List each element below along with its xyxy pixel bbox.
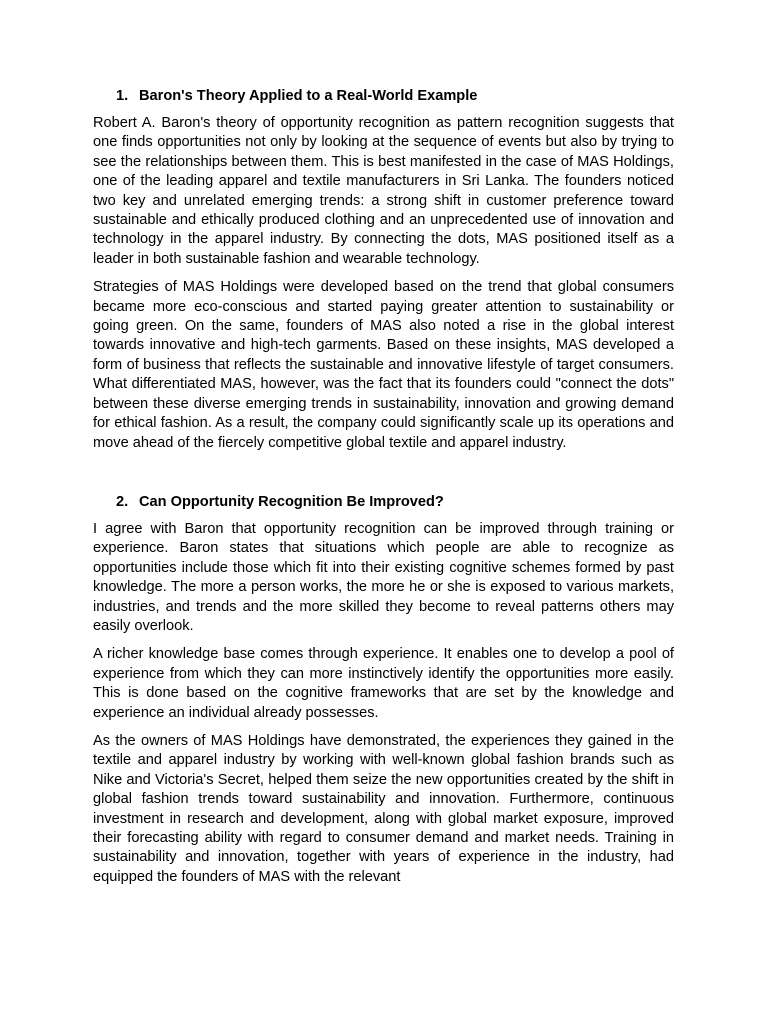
section-1-heading: [93, 86, 674, 106]
section-1-paragraph-2: Strategies of MAS Holdings were developed based on the trend that global consumers became more eco-conscious and started paying greater attention to sustainability or going green. On the same, founders of MAS also noted a rise in the global interest towards innovative and high-tech garments. Based on these insights, MAS developed a form of business that reflects the sustainable and innovative lifestyle of target consumers. What differentiated MAS, however, was the fact that its founders could "connect the dots" between these diverse emerging trends in sustainability, innovation and growing demand for ethical fashion. As a result, the company could significantly scale up its operations and move ahead of the fiercely competitive global textile and apparel industry.: [93, 279, 674, 451]
section-1-number: 1.: [116, 88, 129, 104]
section-2-heading: [93, 492, 674, 512]
section-2-paragraph-1: I agree with Baron that opportunity recognition can be improved through training or experience. Baron states that situations which people are able to recognize as opportunities include those which fit into their existing cognitive schemes formed by past knowledge. The more a person works, the more he or she is exposed to various markets, industries, and trends and the more skilled they become to reveal patterns others may easily overlook.: [93, 520, 674, 634]
section-1-title: Baron's Theory Applied to a Real-World Example: [139, 88, 478, 104]
section-1-paragraph-1: Robert A. Baron's theory of opportunity recognition as pattern recognition suggests that one finds opportunities not only by looking at the sequence of events but also by trying to see the relationships between them. This is best manifested in the case of MAS Holdings, one of the leading apparel and textile manufacturers in Sri Lanka. The founders noticed two key and unrelated emerging trends: a strong shift in customer preference toward sustainable and ethically produced clothing and an unprecedented use of innovation and technology in the apparel industry. By connecting the dots, MAS positioned itself as a leader in both sustainable fashion and wearable technology.: [93, 115, 674, 267]
section-2-paragraph-2: A richer knowledge base comes through experience. It enables one to develop a pool of experience from which they can more instinctively identify the opportunities more easily. This is done based on the cognitive frameworks that are set by the knowledge and experience an individual already possesses.: [93, 646, 674, 721]
document-page: [93, 86, 674, 896]
section-2-number: 2.: [116, 493, 129, 510]
section-2-title: Can Opportunity Recognition Be Improved?: [139, 493, 444, 510]
section-2-paragraph-3: As the owners of MAS Holdings have demonstrated, the experiences they gained in the textile and apparel industry by working with well-known global fashion brands such as Nike and Victoria's Secret, helped them seize the new opportunities created by the shift in global fashion trends toward sustainability and innovation. Furthermore, continuous investment in research and development, along with global market exposure, improved their forecasting ability with regard to consumer demand and market needs. Training in sustainability and innovation, together with years of experience in the industry, had equipped the founders of MAS with the relevant: [93, 732, 674, 885]
section-spacer: [93, 462, 674, 492]
